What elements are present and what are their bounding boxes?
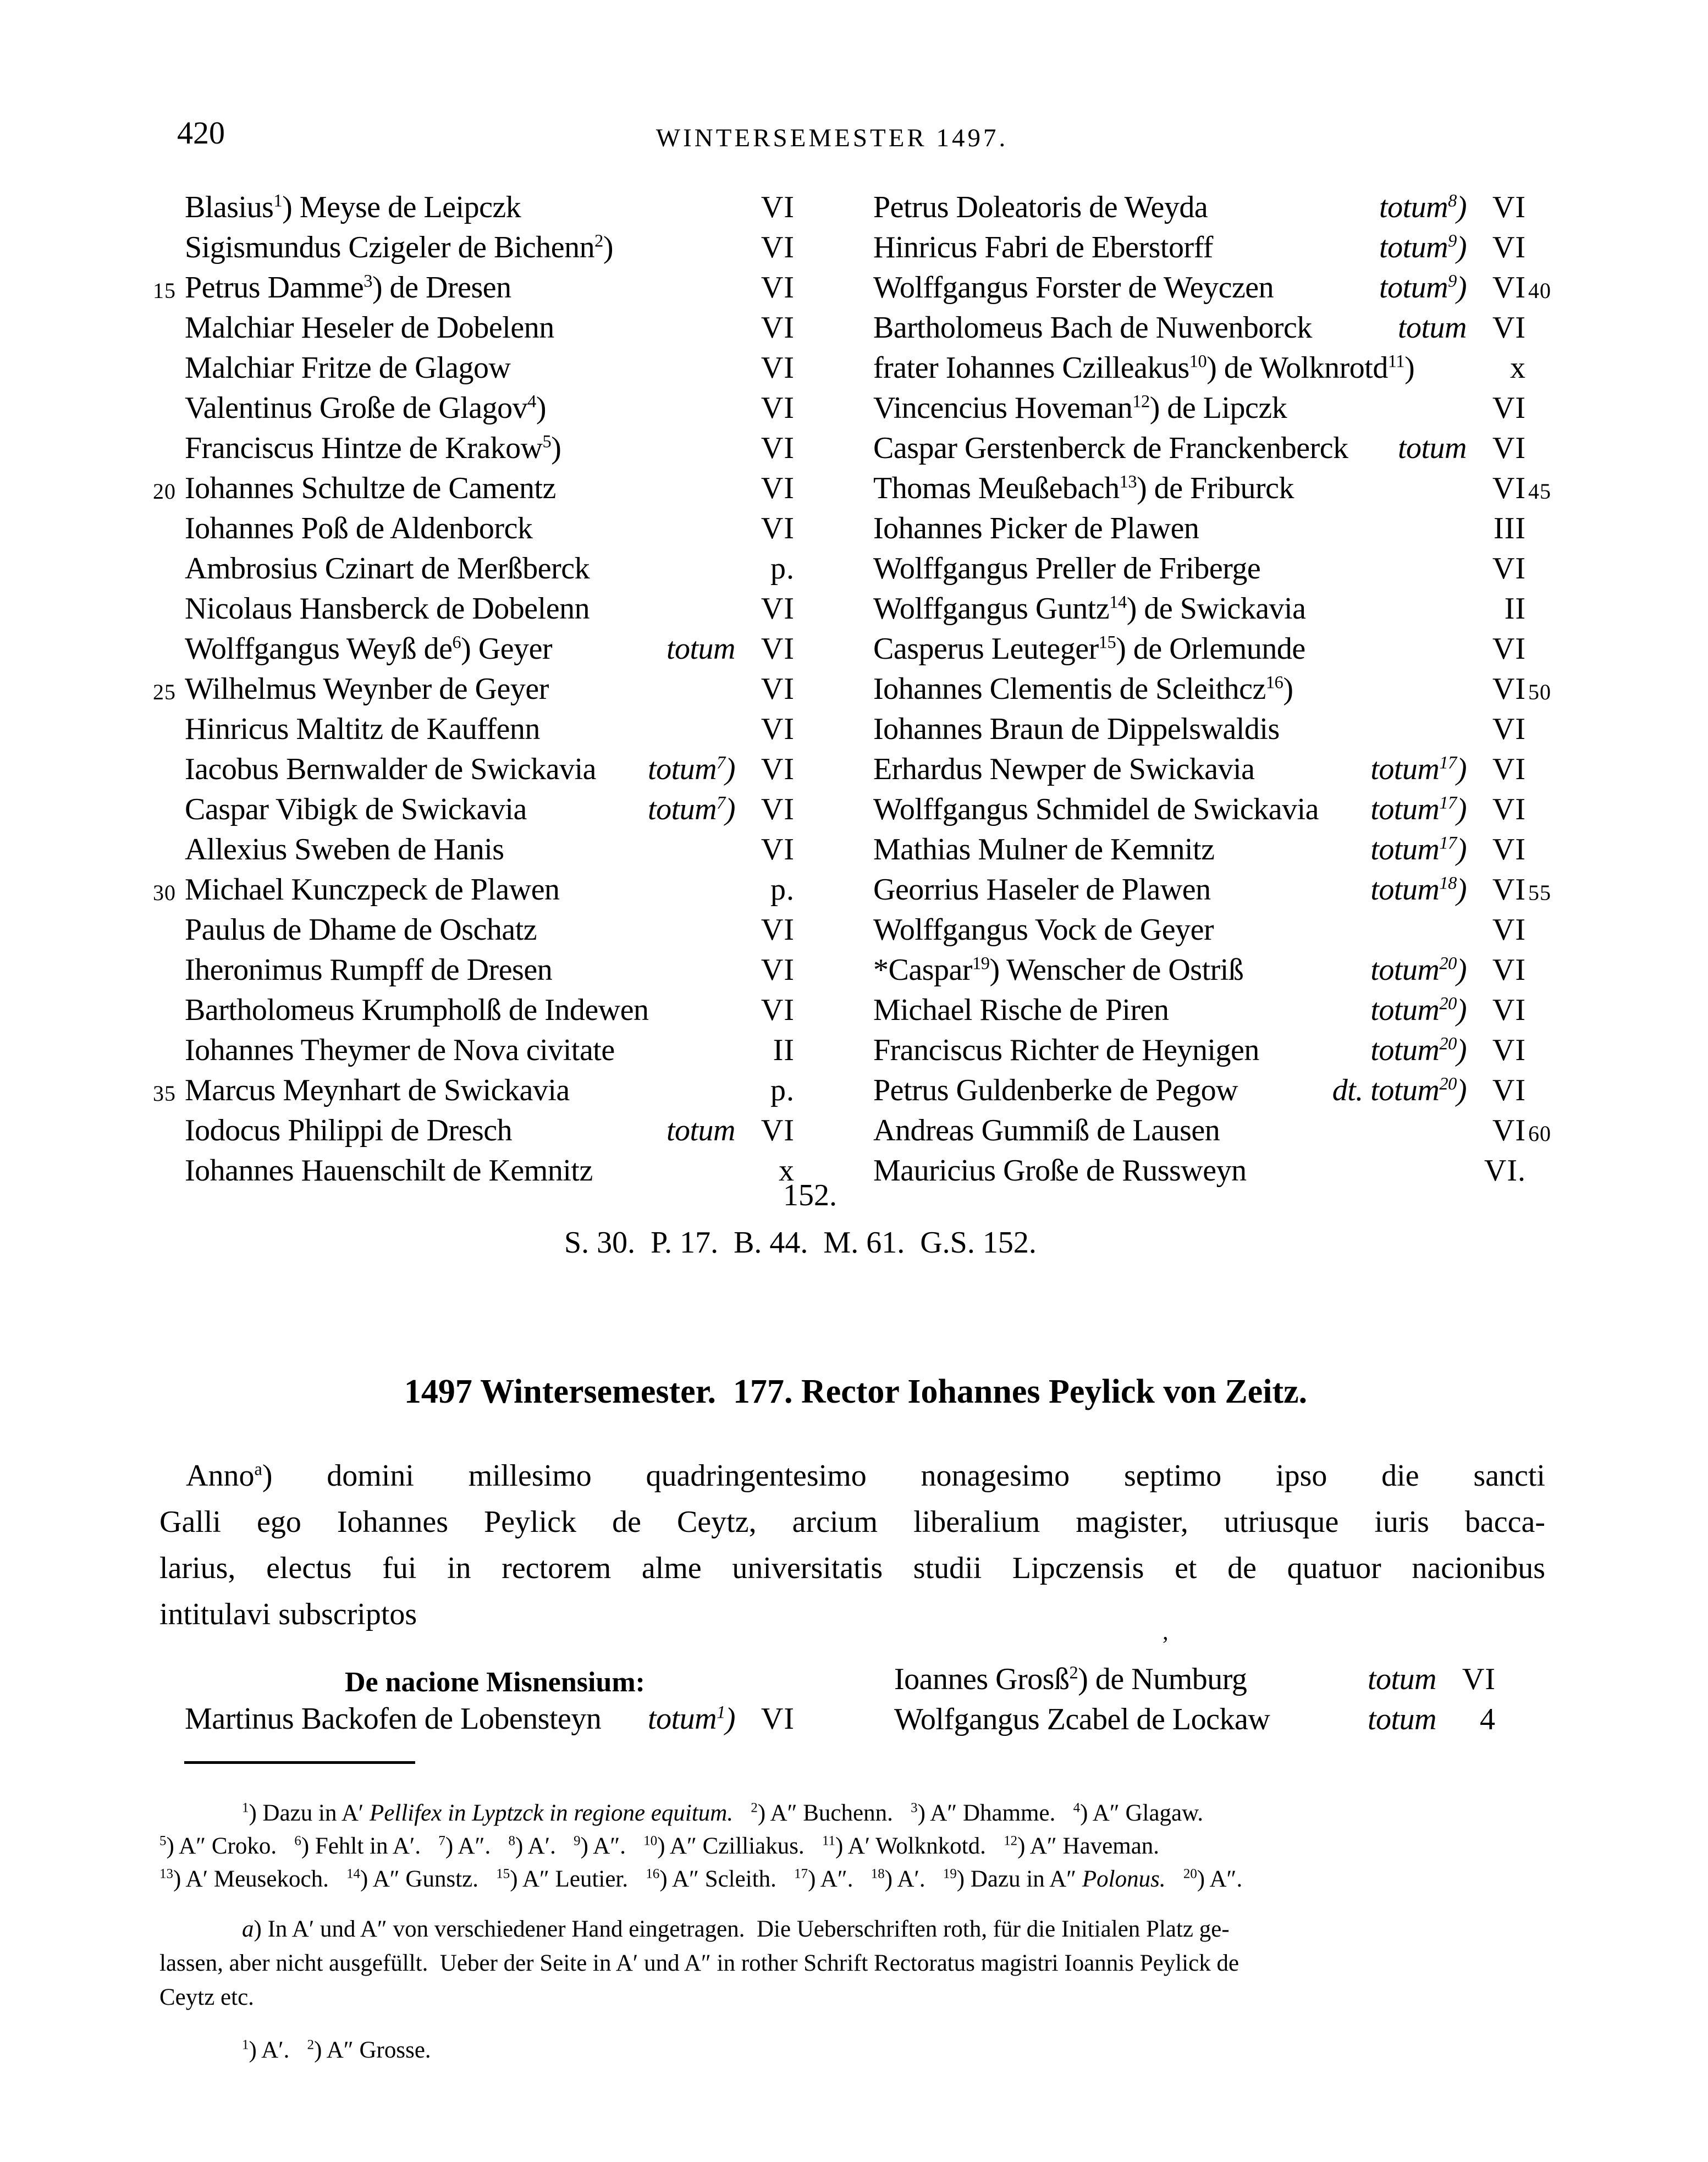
nation-column-left bbox=[148, 1701, 795, 1741]
fee-amount: VI bbox=[761, 632, 795, 666]
register-row bbox=[148, 992, 795, 1033]
register-row bbox=[858, 551, 1526, 591]
fee-totum-label: totum$^9$) bbox=[1379, 271, 1467, 305]
fee-amount: VI bbox=[761, 592, 795, 626]
fee-entry bbox=[1480, 631, 1526, 666]
fee-entry bbox=[748, 1033, 795, 1068]
register-row bbox=[858, 1702, 1496, 1742]
fee-amount: VI bbox=[1492, 792, 1526, 826]
numbered-footnotes bbox=[159, 1797, 1567, 1896]
fee-entry bbox=[748, 712, 795, 747]
fee-entry bbox=[748, 350, 795, 385]
fee-amount: VI bbox=[761, 953, 795, 987]
margin-line-number: 45 bbox=[1528, 479, 1551, 504]
fee-entry bbox=[748, 671, 795, 707]
fee-amount: VI bbox=[1492, 230, 1526, 264]
margin-line-number: 15 bbox=[153, 278, 176, 303]
fee-entry bbox=[1480, 551, 1526, 586]
fee-totum-label: totum bbox=[1367, 1662, 1436, 1696]
register-column-right bbox=[858, 190, 1551, 1193]
fee-entry bbox=[1368, 1702, 1496, 1737]
fee-totum-label: totum bbox=[1397, 311, 1467, 345]
student-name: Hinricus Maltitz de Kauffenn bbox=[185, 712, 540, 746]
register-row bbox=[858, 230, 1526, 270]
fee-amount: VI bbox=[761, 1702, 795, 1736]
register-row bbox=[148, 712, 795, 752]
fee-amount: VI bbox=[761, 993, 795, 1027]
student-name: Wolffgangus Guntz$^{14}$) de Swickavia bbox=[873, 592, 1306, 626]
student-name: Nicolaus Hansberck de Dobelenn bbox=[185, 592, 590, 626]
fee-entry bbox=[1480, 390, 1526, 426]
student-name: Marcus Meynhart de Swickavia bbox=[185, 1073, 570, 1107]
fee-entry bbox=[1480, 350, 1526, 385]
fee-amount: VI bbox=[1492, 1113, 1526, 1148]
student-name: Wolffgangus Preller de Friberge bbox=[873, 551, 1261, 586]
fee-amount: VI bbox=[761, 752, 795, 786]
register-row bbox=[148, 1153, 795, 1193]
footnote-line: $^5$) A″ Croko. $^6$) Fehlt in A′. $^7$) A″. $^8$) A′. $^9$) A″. $^{10}$) A″ Czilliakus. $^{11}$) A′ Wolknkotd. $^{12}$) A″ Haveman. bbox=[159, 1833, 1160, 1859]
fee-amount: VI bbox=[1492, 190, 1526, 224]
student-name: Thomas Meußebach$^{13}$) de Friburck bbox=[873, 471, 1294, 505]
fee-entry bbox=[748, 471, 795, 506]
student-name: Erhardus Newper de Swickavia bbox=[873, 752, 1255, 786]
fee-amount: VI bbox=[1492, 752, 1526, 786]
fee-entry bbox=[666, 631, 795, 666]
student-name: Casperus Leuteger$^{15}$) de Orlemunde bbox=[873, 632, 1305, 666]
register-row bbox=[148, 350, 795, 390]
student-name: Bartholomeus Krumpholß de Indewen bbox=[185, 993, 649, 1027]
student-name: Allexius Sweben de Hanis bbox=[185, 832, 504, 867]
student-name: Iohannes Picker de Plawen bbox=[873, 511, 1199, 545]
student-name: Iacobus Bernwalder de Swickavia bbox=[185, 752, 596, 786]
register-row bbox=[858, 671, 1551, 712]
fee-entry bbox=[748, 1073, 795, 1108]
register-row bbox=[148, 872, 795, 912]
register-row bbox=[148, 1113, 795, 1153]
fee-amount: VI bbox=[1492, 271, 1526, 305]
student-name: Mauricius Große de Russweyn bbox=[873, 1154, 1247, 1188]
student-name: Wolfgangus Zcabel de Lockaw bbox=[894, 1702, 1270, 1736]
register-row bbox=[148, 1073, 795, 1113]
student-name: Malchiar Fritze de Glagow bbox=[185, 351, 511, 385]
fee-entry bbox=[648, 752, 795, 787]
fee-entry bbox=[648, 792, 795, 827]
nation-footnote-line: $^1$) A′. $^2$) A″ Grosse. bbox=[242, 2037, 431, 2063]
fee-amount: VI bbox=[1492, 471, 1526, 505]
fee-entry bbox=[1480, 712, 1526, 747]
register-row bbox=[858, 431, 1526, 471]
fee-entry bbox=[1370, 1033, 1526, 1068]
fee-entry bbox=[1332, 1073, 1526, 1108]
register-row bbox=[858, 1073, 1526, 1113]
fee-entry bbox=[748, 832, 795, 867]
student-name: Hinricus Fabri de Eberstorff bbox=[873, 230, 1213, 264]
register-row bbox=[858, 992, 1526, 1033]
register-row bbox=[858, 912, 1526, 952]
fee-totum-label: totum bbox=[1367, 1702, 1436, 1736]
register-row bbox=[858, 310, 1526, 350]
fee-entry bbox=[1480, 912, 1526, 947]
fee-amount: VI bbox=[761, 511, 795, 545]
register-row bbox=[148, 390, 795, 431]
fee-totum-label: totum bbox=[1397, 431, 1467, 465]
student-name: Paulus de Dhame de Oschatz bbox=[185, 913, 537, 947]
nation-section-heading: De nacione Misnensium: bbox=[345, 1667, 645, 1698]
fee-entry bbox=[1379, 230, 1526, 265]
register-row bbox=[858, 631, 1526, 671]
footnote-separator-rule bbox=[184, 1761, 415, 1764]
fee-totum-label: totum$^{20}$) bbox=[1370, 993, 1467, 1027]
fee-amount: VI bbox=[761, 672, 795, 706]
fee-amount: p. bbox=[770, 1073, 795, 1107]
fee-amount: x bbox=[1510, 351, 1526, 385]
fee-totum-label: totum$^{17}$) bbox=[1370, 792, 1467, 826]
fee-amount: x bbox=[779, 1154, 795, 1188]
student-name: Sigismundus Czigeler de Bichenn$^2$) bbox=[185, 230, 613, 264]
margin-line-number: 50 bbox=[1528, 680, 1551, 704]
stray-ink-mark: ʼ bbox=[1161, 1632, 1169, 1658]
fee-entry bbox=[1370, 792, 1526, 827]
margin-line-number: 20 bbox=[153, 479, 176, 504]
register-row bbox=[148, 792, 795, 832]
fee-totum-label: totum$^7$) bbox=[648, 792, 735, 826]
register-row bbox=[858, 1662, 1496, 1702]
fee-entry bbox=[748, 872, 795, 907]
student-name: Petrus Doleatoris de Weyda bbox=[873, 190, 1208, 224]
student-name: Ioannes Grosß$^2$) de Numburg bbox=[894, 1662, 1247, 1696]
student-name: Iohannes Braun de Dippelswaldis bbox=[873, 712, 1280, 746]
student-name: Iheronimus Rumpff de Dresen bbox=[185, 953, 553, 987]
fee-entry bbox=[1379, 190, 1526, 225]
register-row bbox=[858, 792, 1526, 832]
register-row bbox=[858, 1153, 1526, 1193]
register-row bbox=[858, 270, 1551, 310]
fee-amount: VI bbox=[761, 712, 795, 746]
fee-totum-label: totum bbox=[666, 632, 735, 666]
fee-entry bbox=[748, 310, 795, 345]
fee-entry bbox=[1480, 591, 1526, 626]
fee-totum-label: totum$^9$) bbox=[1379, 230, 1467, 264]
register-row bbox=[858, 872, 1551, 912]
fee-totum-label: totum$^8$) bbox=[1379, 190, 1467, 224]
fee-totum-label: totum$^{17}$) bbox=[1370, 752, 1467, 786]
fee-entry bbox=[1480, 471, 1526, 506]
register-row bbox=[148, 310, 795, 350]
footnote-line: $^1$) Dazu in A′ Pellifex in Lyptzck in regione equitum. $^2$) A″ Buchenn. $^3$) A″ Dhamme. $^4$) A″ Glagaw. bbox=[242, 1800, 1204, 1826]
nation-totals-line: S. 30. P. 17. B. 44. M. 61. G.S. 152. bbox=[564, 1226, 1037, 1260]
fee-amount: VI bbox=[1492, 712, 1526, 746]
register-row bbox=[858, 752, 1526, 792]
fee-amount: VI bbox=[1492, 632, 1526, 666]
fee-entry bbox=[1370, 752, 1526, 787]
student-name: Mathias Mulner de Kemnitz bbox=[873, 832, 1215, 867]
fee-entry bbox=[748, 952, 795, 988]
fee-entry bbox=[748, 511, 795, 546]
fee-amount: VI bbox=[1462, 1662, 1496, 1696]
margin-line-number: 60 bbox=[1528, 1121, 1551, 1146]
student-name: Andreas Gummiß de Lausen bbox=[873, 1113, 1220, 1148]
fee-entry bbox=[1370, 952, 1526, 988]
fee-amount: II bbox=[1504, 592, 1526, 626]
fee-entry bbox=[748, 591, 795, 626]
fee-amount: II bbox=[773, 1033, 795, 1067]
margin-line-number: 35 bbox=[153, 1081, 176, 1106]
student-name: *Caspar$^{19}$) Wenscher de Ostriß bbox=[873, 953, 1244, 987]
register-row bbox=[148, 270, 795, 310]
paragraph-line: intitulavi subscriptos bbox=[159, 1597, 417, 1631]
paragraph-line: larius, electus fui in rectorem alme universitatis studii Lipczensis et de quatuor nacionibus bbox=[159, 1551, 1545, 1585]
register-row bbox=[148, 230, 795, 270]
fee-entry bbox=[1398, 431, 1526, 466]
fee-entry bbox=[748, 190, 795, 225]
fee-amount: III bbox=[1494, 511, 1526, 545]
footnote-line: lassen, aber nicht ausgefüllt. Ueber der Seite in A′ und A″ in rother Schrift Rectoratus magistri Ioannis Peylick de bbox=[159, 1950, 1239, 1976]
fee-entry bbox=[1370, 872, 1526, 907]
register-row bbox=[858, 832, 1526, 872]
student-name: Bartholomeus Bach de Nuwenborck bbox=[873, 311, 1312, 345]
fee-amount: VI bbox=[761, 832, 795, 867]
footnote-line: $^{13}$) A′ Meusekoch. $^{14}$) A″ Gunstz. $^{15}$) A″ Leutier. $^{16}$) A″ Scleith. $^{17}$) A″. $^{18}$) A′. $^{19}$) Dazu in A″ Polonus. $^{20}$) A″. bbox=[159, 1866, 1243, 1892]
student-name: Vincencius Hoveman$^{12}$) de Lipczk bbox=[873, 391, 1287, 425]
student-name: Wolffgangus Forster de Weyczen bbox=[873, 271, 1274, 305]
student-name: Iohannes Hauenschilt de Kemnitz bbox=[185, 1154, 593, 1188]
fee-amount: VI bbox=[1492, 1033, 1526, 1067]
fee-entry bbox=[748, 431, 795, 466]
fee-amount: VI bbox=[761, 431, 795, 465]
fee-entry bbox=[1398, 310, 1526, 345]
fee-totum-label: dt. totum$^{20}$) bbox=[1332, 1073, 1467, 1107]
fee-entry bbox=[648, 1701, 795, 1736]
student-name: Michael Kunczpeck de Plawen bbox=[185, 873, 560, 907]
fee-amount: VI bbox=[1492, 913, 1526, 947]
editorial-note-a bbox=[159, 1912, 1567, 2015]
nation-column-right bbox=[858, 1662, 1496, 1742]
margin-line-number: 25 bbox=[153, 680, 176, 704]
student-name: Petrus Damme$^3$) de Dresen bbox=[185, 271, 511, 305]
student-name: Caspar Vibigk de Swickavia bbox=[185, 792, 527, 826]
student-name: Valentinus Große de Glagov$^4$) bbox=[185, 391, 546, 425]
student-name: frater Iohannes Czilleakus$^{10}$) de Wolknrotd$^{11}$) bbox=[873, 351, 1415, 385]
footnote-line: a) In A′ und A″ von verschiedener Hand eingetragen. Die Ueberschriften roth, für die Initialen Platz ge- bbox=[242, 1916, 1230, 1942]
section-heading: 1497 Wintersemester. 177. Rector Iohannes Peylick von Zeitz. bbox=[404, 1373, 1308, 1410]
student-name: Franciscus Richter de Heynigen bbox=[873, 1033, 1259, 1067]
fee-amount: VI bbox=[1492, 873, 1526, 907]
page-number: 420 bbox=[177, 115, 225, 151]
student-name: Caspar Gerstenberck de Franckenberck bbox=[873, 431, 1348, 465]
student-name: Georrius Haseler de Plawen bbox=[873, 873, 1211, 907]
fee-amount: VI bbox=[761, 190, 795, 224]
fee-entry bbox=[1370, 992, 1526, 1028]
register-row bbox=[148, 591, 795, 631]
student-name: Iohannes Poß de Aldenborck bbox=[185, 511, 533, 545]
fee-amount: VI bbox=[1492, 391, 1526, 425]
student-name: Martinus Backofen de Lobensteyn bbox=[185, 1702, 602, 1736]
student-name: Malchiar Heseler de Dobelenn bbox=[185, 311, 554, 345]
fee-entry bbox=[748, 230, 795, 265]
fee-entry bbox=[748, 551, 795, 586]
fee-entry bbox=[748, 992, 795, 1028]
student-name: Wolffgangus Weyß $de^6$) Geyer bbox=[185, 632, 553, 666]
student-name: Wolffgangus Vock de Geyer bbox=[873, 913, 1214, 947]
fee-entry bbox=[748, 390, 795, 426]
fee-totum-label: totum$^1$) bbox=[648, 1702, 735, 1736]
fee-totum-label: totum$^{17}$) bbox=[1370, 832, 1467, 867]
fee-amount: VI. bbox=[1484, 1154, 1526, 1188]
fee-totum-label: totum bbox=[666, 1113, 735, 1148]
fee-amount: VI bbox=[1492, 1073, 1526, 1107]
register-row bbox=[148, 1701, 795, 1741]
register-row bbox=[858, 1113, 1551, 1153]
register-row bbox=[148, 471, 795, 511]
register-row bbox=[858, 190, 1526, 230]
register-row bbox=[148, 671, 795, 712]
fee-entry bbox=[1368, 1662, 1496, 1697]
register-row bbox=[148, 832, 795, 872]
register-row bbox=[148, 551, 795, 591]
student-name: Wilhelmus Weynber de Geyer bbox=[185, 672, 549, 706]
paragraph-line: Anno$^a$) domini millesimo quadringentesimo nonagesimo septimo ipso die sancti bbox=[186, 1459, 1545, 1493]
fee-entry bbox=[1379, 270, 1526, 305]
register-row bbox=[858, 591, 1526, 631]
register-row bbox=[148, 190, 795, 230]
semester-sum: 152. bbox=[783, 1178, 837, 1212]
running-header-title: WINTERSEMESTER 1497. bbox=[655, 124, 1009, 152]
register-row bbox=[148, 431, 795, 471]
fee-amount: VI bbox=[1492, 431, 1526, 465]
register-row bbox=[858, 1033, 1526, 1073]
fee-amount: VI bbox=[1492, 311, 1526, 345]
register-row bbox=[148, 752, 795, 792]
fee-entry bbox=[1370, 832, 1526, 867]
fee-amount: VI bbox=[761, 792, 795, 826]
register-row bbox=[858, 952, 1526, 992]
fee-amount: VI bbox=[761, 271, 795, 305]
register-row bbox=[148, 631, 795, 671]
register-row bbox=[148, 511, 795, 551]
fee-amount: VI bbox=[761, 230, 795, 264]
fee-entry bbox=[1480, 511, 1526, 546]
margin-line-number: 30 bbox=[153, 880, 176, 905]
paragraph-line: Galli ego Iohannes Peylick de Ceytz, arcium liberalium magister, utriusque iuris bacca- bbox=[159, 1505, 1545, 1539]
fee-totum-label: totum$^7$) bbox=[648, 752, 735, 786]
fee-amount: p. bbox=[770, 551, 795, 586]
student-name: Iohannes Clementis de Scleithcz$^{16}$) bbox=[873, 672, 1293, 706]
fee-totum-label: totum$^{20}$) bbox=[1370, 1033, 1467, 1067]
rector-paragraph bbox=[159, 1453, 1545, 1637]
fee-amount: VI bbox=[1492, 832, 1526, 867]
fee-amount: VI bbox=[761, 391, 795, 425]
student-name: Petrus Guldenberke de Pegow bbox=[873, 1073, 1238, 1107]
fee-amount: VI bbox=[761, 311, 795, 345]
register-row bbox=[858, 390, 1526, 431]
student-name: Ambrosius Czinart de Merßberck bbox=[185, 551, 590, 586]
register-row bbox=[148, 952, 795, 992]
fee-amount: p. bbox=[770, 873, 795, 907]
fee-entry bbox=[748, 270, 795, 305]
fee-amount: VI bbox=[1492, 953, 1526, 987]
fee-amount: VI bbox=[761, 351, 795, 385]
register-row bbox=[858, 712, 1526, 752]
student-name: Franciscus Hintze de Krakow$^5$) bbox=[185, 431, 561, 465]
fee-amount: VI bbox=[1492, 993, 1526, 1027]
fee-amount: VI bbox=[1492, 672, 1526, 706]
student-name: Iohannes Theymer de Nova civitate bbox=[185, 1033, 615, 1067]
register-column-left bbox=[148, 190, 795, 1193]
register-row bbox=[858, 350, 1526, 390]
margin-line-number: 40 bbox=[1528, 278, 1551, 303]
register-row bbox=[858, 471, 1551, 511]
fee-amount: VI bbox=[761, 913, 795, 947]
fee-entry bbox=[1480, 1153, 1526, 1188]
student-name: Iohannes Schultze de Camentz bbox=[185, 471, 556, 505]
fee-amount: VI bbox=[1492, 551, 1526, 586]
student-name: Michael Rische de Piren bbox=[873, 993, 1169, 1027]
fee-totum-label: totum$^{18}$) bbox=[1370, 873, 1467, 907]
fee-amount: VI bbox=[761, 1113, 795, 1148]
student-name: Iodocus Philippi de Dresch bbox=[185, 1113, 513, 1148]
fee-entry bbox=[666, 1113, 795, 1148]
register-row bbox=[148, 912, 795, 952]
margin-line-number: 55 bbox=[1528, 880, 1551, 905]
fee-entry bbox=[748, 912, 795, 947]
footnote-line: Ceytz etc. bbox=[159, 1984, 254, 2010]
student-name: Blasius$^1$) Meyse de Leipczk bbox=[185, 190, 521, 224]
fee-totum-label: totum$^{20}$) bbox=[1370, 953, 1467, 987]
register-row bbox=[148, 1033, 795, 1073]
register-row bbox=[858, 511, 1526, 551]
student-name: Wolffgangus Schmidel de Swickavia bbox=[873, 792, 1319, 826]
fee-entry bbox=[1480, 671, 1526, 707]
fee-entry bbox=[1480, 1113, 1526, 1148]
fee-amount: VI bbox=[761, 471, 795, 505]
fee-amount: 4 bbox=[1480, 1702, 1496, 1736]
